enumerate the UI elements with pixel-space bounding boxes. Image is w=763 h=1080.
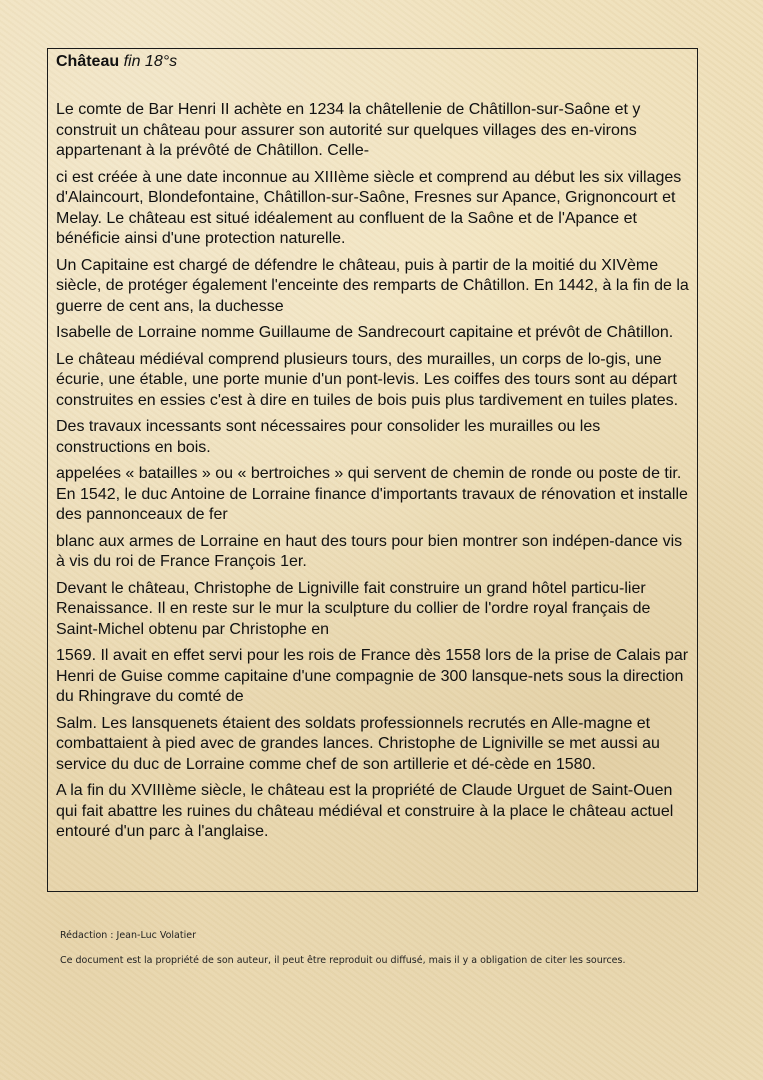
title-main: Château: [56, 53, 120, 70]
paragraph-12: A la fin du XVIIIème siècle, le château est la propriété de Claude Urguet de Saint-Ouen qui fait abattre les ruines du château médiéval et construire à la place le château actuel entouré d'un parc à l'anglaise.: [56, 782, 674, 840]
paragraph-4: Isabelle de Lorraine nomme Guillaume de Sandrecourt capitaine et prévôt de Châtillon.: [56, 324, 674, 341]
paragraph-1: Le comte de Bar Henri II achète en 1234 la châtellenie de Châtillon-sur-Saône et y construit un château pour assurer son autorité sur quelques villages des en-virons appartenant à la prévôté de Châtillon. Celle-: [56, 101, 641, 159]
title-period: fin 18°s: [123, 53, 178, 70]
article-title: [56, 52, 691, 100]
paragraph-7: appelées « batailles » ou « bertroiches » qui servent de chemin de ronde ou poste de tir. En 1542, le duc Antoine de Lorraine finance d'importants travaux de rénovation et installe des pannonceaux de fer: [56, 465, 688, 523]
footer-author: Rédaction : Jean-Luc Volatier: [60, 930, 196, 941]
paragraph-11: Salm. Les lansquenets étaient des soldats professionnels recrutés en Alle-magne et combattaient à pied avec de grandes lances. Christophe de Ligniville se met aussi au service du duc de Lorraine comme chef de son artillerie et dé-cède en 1580.: [56, 714, 660, 773]
paragraph-2: ci est créée à une date inconnue au XIIIème siècle et comprend au début les six villages d'Alaincourt, Blondefontaine, Châtillon-sur-Saône, Fresnes sur Apance, Grignoncourt et Melay. Le château est situé idéalement au confluent de la Saône et de l'Apance et bénéficie ainsi d'une protection naturelle.: [56, 168, 682, 247]
article-frame: [47, 48, 698, 892]
paragraph-9: Devant le château, Christophe de Ligniville fait construire un grand hôtel particu-lier Renaissance. Il en reste sur le mur la sculpture du collier de l'ordre royal français de Saint-Michel obtenu par Christophe en: [56, 579, 651, 638]
paragraph-5: Le château médiéval comprend plusieurs tours, des murailles, un corps de lo-gis, une écurie, une étable, une porte munie d'un pont-levis. Les coiffes des tours sont au départ construites en essies c'est à dire en tuiles de bois puis plus tardivement en tuiles plates.: [56, 350, 679, 409]
footer-copyright-notice: Ce document est la propriété de son auteur, il peut être reproduit ou diffusé, mais il y a obligation de citer les sources.: [60, 955, 626, 966]
paragraph-10: 1569. Il avait en effet servi pour les rois de France dès 1558 lors de la prise de Calais par Henri de Guise comme capitaine d'une compagnie de 300 lansque-nets sous la direction du Rhingrave du comté de: [56, 647, 689, 705]
paragraph-6: Des travaux incessants sont nécessaires pour consolider les murailles ou les constructions en bois.: [56, 418, 601, 456]
paragraph-8: blanc aux armes de Lorraine en haut des tours pour bien montrer son indépen-dance vis à vis du roi de France François 1er.: [56, 532, 683, 570]
paragraph-3: Un Capitaine est chargé de défendre le château, puis à partir de la moitié du XIVème siècle, de protéger également l'enceinte des remparts de Châtillon. En 1442, à la fin de la guerre de cent ans, la duchesse: [56, 256, 689, 315]
